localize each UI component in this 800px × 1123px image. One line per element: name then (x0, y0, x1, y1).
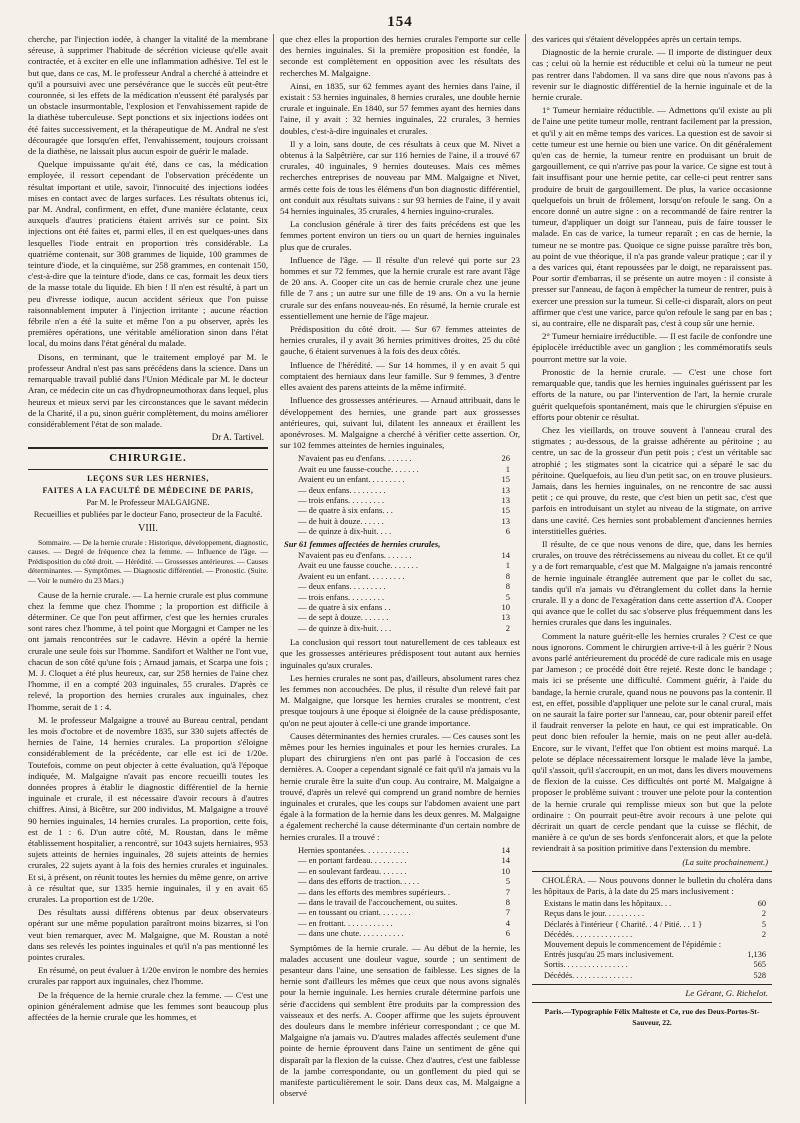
table-row: Déclarés à l'intérieur { Charité. . 4 / Pitié. . . 1 } 5 (544, 919, 766, 929)
author-signature: Dr A. Tartivel. (211, 432, 264, 443)
column-2 (280, 34, 520, 1112)
table-row: — en portant fardeau. . . . . . . . . 14 (298, 855, 510, 866)
table-row: — dans des efforts de traction. . . . . 5 (298, 876, 510, 887)
table-row: — de sept à douze. . . . . . . 13 (298, 612, 510, 623)
paragraph: Disons, en terminant, que le traitement employé par M. le professeur Andral n'est pas sans précédens dans la science. Dans un remarquable travail publié dans l'Union Médicale par M. le docteur Aran, ce médecin cite un cas d'hydropneumothorax dans lequel, plus heureux et mieux servi par les circonstances que le savant médecin de la Charité, il a pu, sinon guérir complètement, du moins améliorer considérablement l'état de son malade. (28, 351, 268, 429)
paragraph: Prédisposition du côté droit. — Sur 67 femmes atteintes de hernies crurales, il y avait 36 hernies primitives droites, 25 du côté gauche, 6 étaient survenues à la fois des deux côtés. (280, 324, 520, 357)
paragraph: Chez les vieillards, on trouve souvent à l'anneau crural des stigmates ; au-dessous, de la graisse adhérente au péritoine ; au centre, un sac de la grosseur d'un petit pois ; c'est un véritable sac atrophié ; les stigmates sont la cicatrice qui a séparé le sac du péritoine. Quelquefois, au lieu d'un petit sac, on en trouve plusieurs. Jamais, dans les hernies inguinales, on ne rencontre de sac aussi petit ; ce qui prouve, du reste, que c'est bien un petit sac, c'est que parfois en introduisant un stylet au niveau de la stigmate, on arrive dans une cavité. Ces hernies sont probablement d'anciennes hernies interstitielles guéries. (532, 424, 772, 536)
paragraph: que chez elles la proportion des hernies crurales l'emporte sur celle des hernies inguinales. Si la première proposition est fondée, la seconde est complètement en opposition avec les résultats des recherches M. Malgaigne. (280, 34, 520, 78)
section-divider (532, 1002, 772, 1003)
paragraph: Influence de l'âge. — Il résulte d'un relevé qui porte sur 23 hommes et sur 72 femmes, que la hernie crurale est rare avant l'âge de 20 ans. A. Cooper cite un cas de hernie crurale chez une jeune fille de 7 ans ; un autre sur une fille de 19 ans. On a vu la hernie crurale sur des enfans nouveau-nés. En résumé, la hernie crurale est essentiellement une hernie de l'âge majeur. (280, 254, 520, 321)
table-row: Entrés jusqu'au 25 mars inclusivement. 1,136 (544, 950, 766, 960)
paragraph: La conclusion générale à tirer des faits précédens est que les femmes portent environ un tiers ou un quart de hernies inguinales plus que de crurales. (280, 219, 520, 252)
table-row: — deux enfans. . . . . . . . . 13 (298, 484, 510, 495)
section-title: CHIRURGIE. (109, 452, 187, 465)
lesson-summary: Sommaire. — De la hernie crurale : Historique, développement, diagnostic, causes. — Degré de fréquence chez la femme. — Influence de l'âge. — Prédisposition du côté droit. — Hérédité. — Grossesses antérieures. — Causes déterminantes. — Symptômes. — Diagnostic différentiel. — Pronostic. (Suite. — Voir le numéro du 23 Mars.) (28, 537, 268, 585)
table-row: Décédés. . . . . . . . . . . . . . . 2 (544, 929, 766, 939)
page-number: 154 (387, 14, 413, 30)
table-row: — deux enfans. . . . . . . . . 8 (298, 581, 510, 592)
section-divider (28, 469, 268, 470)
table-row: Hernies spontanées. . . . . . . . . . . 14 (298, 844, 510, 855)
lecture-title: LEÇONS SUR LES HERNIES, (87, 473, 209, 483)
paragraph: Des résultats aussi différens obtenus par deux observateurs opérant sur une même population paraîtront moins bizarres, si l'on veut bien remarquer, avec M. Malgaigne, que M. Roustan a noté dans ses relevés les pointes inguinales et qu'il n'a pas mentionné les pointes crurales. (28, 907, 268, 962)
lecture-place: FAITES A LA FACULTÉ DE MÉDECINE DE PARIS, (42, 485, 254, 495)
table-row: — de huit à douze. . . . . . 13 (298, 515, 510, 526)
column-rule-right (525, 34, 526, 1104)
column-3 (532, 34, 772, 1112)
table-row: Avaient eu un enfant. . . . . . . . . 15 (298, 474, 510, 485)
table-row: — trois enfans. . . . . . . . . 13 (298, 494, 510, 505)
continuation-note: (La suite prochainement.) (682, 857, 768, 867)
pregnancy-table-inguinal (284, 453, 520, 633)
table-row: — en frottant. . . . . . . . . . . . 4 (298, 917, 510, 928)
paragraph: Ainsi, en 1835, sur 62 femmes ayant des hernies dans l'aine, il existait : 53 hernies inguinales, 8 hernies crurales, une double hernie crurale et inguinale. En 1840, sur 57 femmes ayant des hernies dans l'aine, il y avait : 32 hernies inguinales, 22 crurales, 3 hernies doubles, c'est-à-dire inguinales et crurales. (280, 80, 520, 136)
table-row: Avait eu une fausse-couche. . . . . . . 1 (298, 463, 510, 474)
table-row: Avait eu une fausse couche. . . . . . . 1 (298, 560, 510, 571)
table-row: — en soulevant fardeau. . . . . . . 10 (298, 865, 510, 876)
lesson-number: VIII. (138, 523, 158, 535)
paragraph: La conclusion qui ressort tout naturellement de ces tableaux est que les grossesses antérieures prédisposent tout autant aux hernies inguinales qu'aux crurales. (280, 637, 520, 670)
table-row: — de quinze à dix-huit. . . . 2 (298, 622, 510, 633)
lecture-note: Recueillies et publiées par le docteur Fano, prosecteur de la Faculté. (33, 510, 263, 520)
paragraph: Influence de l'hérédité. — Sur 14 hommes, il y en avait 5 qui comptaient des herniaux dans leur famille. Sur 9 femmes, 3 d'entre elles avaient des parens atteints de la même infirmité. (280, 359, 520, 393)
paragraph: Quelque impuissante qu'ait été, dans ce cas, la médication employée, il ressort cependant de l'observation précédente un résultat important et utile, savoir, l'innocuité des injections iodées mises en contact avec de larges surfaces. Les résultats obtenus ici, par M. Andral, confirment, en effet, d'une manière éclatante, ceux auxquels d'autres praticiens étaient arrivés sur ce point. Six injections ont été faites et, parmi elles, il en est quelques-unes dans lesquelles l'iode entrait en proportion très considérable. La quatrième contenait, sur 308 grammes de liquide, 100 grammes de teinture d'iode, et la cinquième, sur 258 grammes, en contenait 150, c'est-à-dire que la teinture d'iode, dans ce cas, formait les deux tiers de la masse totale du liquide. Eh bien ! Il n'en est résulté, à part un peu d'ivresse iodique, aucun accident sérieux que l'on puisse raisonnablement imputer à l'injection irritante ; aucune réaction fébrile n'en a été la suite et même l'on a pu observer, après les premières opérations, une véritable amélioration sinon dans l'état local, du moins dans l'état général du malade. (28, 159, 268, 349)
table-row: — en toussant ou criant. . . . . . . . 7 (298, 907, 510, 918)
table-row: Existans le matin dans les hôpitaux. . . 60 (544, 899, 766, 909)
paragraph: Pronostic de la hernie crurale. — C'est une chose fort remarquable que, tandis que les hernies inguinales guérissent par les efforts de la nature, ou par l'intervention de l'art, la hernie crurale guérit quelquefois spontanément, mais que le chirurgien s'épuise en efforts pour obtenir ce résultat. (532, 366, 772, 422)
causes-table (298, 845, 520, 939)
paragraph: Diagnostic de la hernie crurale. — Il importe de distinguer deux cas ; celui où la hernie est réductible et celui où la tumeur ne peut pas rentrer dans l'abdomen. Il va sans dire que nous n'avons pas à revenir sur le diagnostic différentiel de la hernie inguinale et de la hernie crurale. (532, 47, 772, 103)
table-row: — de quatre à six enfans. . . 15 (298, 505, 510, 516)
table-row: — de quinze à dix-huit. . . . 6 (298, 526, 510, 537)
paragraph: 1° Tumeur herniaire réductible. — Admettons qu'il existe au pli de l'aine une petite tumeur molle, rentrant facilement par la pression, et qu'il y ait en même temps des varices. La question est de savoir si cette tumeur est une hernie ou bien une varice. On dit généralement qu'en cas de hernie, la tumeur rentre en produisant un bruit de gargouillement, ce qui n'arrive pas pour la varice. Ce signe est tout à fait insuffisant pour une hernie petite, car celle-ci peut rentrer sans produire de bruit de gargouillement. De plus, la varice occasionne quelquefois un bruit de frôlement, lorsqu'on refoule le sang. On a encore donné un autre signe : on a recommandé de faire rentrer la tumeur, d'appliquer un doigt sur l'anneau, puis de faire tousser le malade. En cas de varice, la tumeur reparaît ; en cas de hernie, la tumeur ne se montre pas. Quoique ce signe puisse paraître très bon, au point de vue théorique, il n'a pas grande valeur pratique ; car il y a des varices qui, étant repoussées par le doigt, ne reparaissent pas. Pour sortir d'embarras, il se présente un autre moyen : il consiste à presser sur l'anneau, de façon à empêcher la tumeur de rentrer, puis à exercer une pression sur la tumeur. Si celle-ci disparaît, alors on peut affirmer que c'est une varice, parce qu'on refoule le sang par en bas ; si, au contraire, elle ne disparaît pas, c'est à coup sûr une hernie. (532, 105, 772, 329)
cholera-bulletin (532, 899, 772, 981)
table-heading: Sur 61 femmes affectées de hernies crurales, (284, 538, 441, 549)
lecture-author: Par M. le Professeur MALGAIGNE. (86, 497, 210, 507)
table-row: Avaient eu un enfant. . . . . . . . . 8 (298, 570, 510, 581)
column-1 (28, 34, 268, 1112)
table-row: — trois enfans. . . . . . . . . 5 (298, 591, 510, 602)
table-row: — dans les efforts des membres supérieurs. . 7 (298, 886, 510, 897)
paragraph: Comment la nature guérit-elle les hernies crurales ? C'est ce que nous ignorons. Comment le chirurgien arrive-t-il à les guérir ? Nous avons parlé antérieurement du procédé de cure radicale mis en usage par Jameson ; ce procédé doit être rejeté. Reste donc le bandage ; mais ici se présente une difficulté. Comment guérir, à l'aide du bandage, la hernie crurale, quand nous ne pouvons pas la contenir. Il est, en effet, possible d'appliquer une pelote sur le canal crural, mais on ne saurait la faire porter sur l'anneau, car, pour obtenir pareil effet il faudrait renverser la pelote en haut, ce qui est impraticable. On peut donc bien refouler la hernie, mais on ne peut aller au-delà. Encore, sur le vivant, l'effet que l'on obtient est moins marqué. La pelote se déplace nécessairement lorsque le malade lève la jambe, qu'il s'assoit, qu'il s'accroupit, en un mot, dans les divers mouvemens de flexion de la cuisse. Ces difficultés ont porté M. Malgaigne à proposer le problème suivant : trouver une pelote pour la contention de la hernie crurale qui remplisse mieux son but que la pelote ordinaire : On pourrait peut-être avoir recours à une pelote qui décrirait un quart de cercle pendant que la cuisse se fléchit, de manière à ce qu'un de ses bords s'enfoncerait alors, et que la pelote reviendrait à sa position primitive dans l'extension du membre. (532, 630, 772, 854)
table-row: Reçus dans le jour. . . . . . . . . . 2 (544, 909, 766, 919)
table-row: — de quatre à six enfans . . 10 (298, 602, 510, 612)
paragraph: Symptômes de la hernie crurale. — Au début de la hernie, les malades accusent une douleur vague, sourde ; un sentiment de pesanteur dans l'aine, une sensation de faiblesse. Les signes de la hernie sont d'ailleurs les mêmes que ceux que nous avons signalés pour la hernie inguinale. Les hernies crurale détermine parfois une série d'accidens qui semblent être produits par la compression des vaisseaux et des nerfs. A. Cooper affirme que les sujets éprouvent des douleurs dans le membre inférieur correspondant ; ce que M. Malgaigne n'a jamais vu. D'autres malades affectés seulement d'une pointe de hernie éprouvent dans l'aine un sentiment de gêne qui disparaît par la flexion de la cuisse. Chez d'autres, c'est une faiblesse de la jambe correspondante, ou un gonflement du pied qui se manifeste particulièrement le soir. Dans deux cas, M. Malgaigne a observé (280, 942, 520, 1099)
table-row: — dans le travail de l'accouchement, ou suites. 8 (298, 896, 510, 907)
printer-imprint: Paris.—Typographie Félix Malteste et Ce, rue des Deux-Portes-St-Sauveur, 22. (544, 1007, 760, 1028)
paragraph: cherche, par l'injection iodée, à changer la vitalité de la membrane séreuse, à supprimer l'habitude de sécrétion vicieuse qu'elle avait contractée, et à exciter en elle une inflammation adhésive. Tel est le but que, dans ce cas, M. le professeur Andral a cherché à atteindre et qu'il a poursuivi avec une persévérance que le succès eût peut-être couronnée, si les effets de la médication n'eussent été paralysés par un obstacle insurmontable, l'explosion et l'envahissement rapide de la diathèse tuberculeuse. Sept ponctions et six injections iodées ont été faites successivement, et la thérapeutique de M. Andral ne s'est découragée que lorsqu'en effet, l'envahissement, toujours croissant de la diathèse, ne laissait plus aucun espoir de guérir le malade. (28, 34, 268, 157)
cholera-intro: CHOLÉRA. — Nous pouvons donner le bulletin du choléra dans les hôpitaux de Paris, à la date du 25 mars inclusivement : (532, 874, 772, 897)
paragraph: Cause de la hernie crurale. — La hernie crurale est plus commune chez la femme que chez l'homme ; la proportion est difficile à déterminer. Ce que l'on peut affirmer, c'est que les hernies crurales sont rares chez l'homme, à tel point que Morgagni et Camper ne les ont jamais rencontrées sur le cadavre. Hévin a opéré la hernie crurale une seule fois sur l'homme. Sandifort et Walther ne l'ont vue, chacun de son côté qu'une fois ; Arnaud jamais, et Scarpa une fois ; M. J. Cloquet a été plus heureux, car, sur 258 hernies de l'aine chez l'homme, il en a compté 203 inguinales, 55 crurales. D'après ce relevé, la proportion des hernies crurales aux inguinales, chez l'homme, serait de 1 : 4. (28, 589, 268, 712)
table-row: Décédés. . . . . . . . . . . . . . . 528 (544, 970, 766, 980)
paragraph: Influence des grossesses antérieures. — Arnaud attribuait, dans le développement des hernies, une grande part aux grossesses antérieures, qui, suivant lui, dilatent les anneaux et éraillent les aponévroses. M. Malgaigne a cherché à vérifier cette assertion. Or, sur 102 femmes atteintes de hernies inguinales, (280, 395, 520, 451)
paragraph: M. le professeur Malgaigne a trouvé au Bureau central, pendant les mois d'octobre et de novembre 1835, sur 330 sujets affectés de hernies de l'aine, 14 hernies crurales. La proportion s'éloigne considérablement de la précédente, car elle est ici de 1/20e. Toutefois, comme on peut objecter à cette évaluation, qu'à l'époque indiquée, M. Malgaigne n'avait pas encore recueilli toutes les données propres à établir le diagnostic différentiel de la hernie inguinale et crurale, il est nécessaire d'avoir recours à d'autres chiffres. Ainsi, à Bicêtre, sur 200 individus, M. Malgaigne a trouvé 90 hernies inguinales, 14 hernies crurales. La proportion, cette fois, est de 1 : 6. D'un autre côté, M. Roustan, dans le même établissement hospitalier, a rencontré, sur 1043 sujets herniaires, 953 sujets atteints de hernies inguinales, 28 sujets atteints de hernies crurales, 22 sujets ayant à la fois des hernies crurales et inguinales. Et si, à présent, on réunit toutes les hernies du même genre, on arrive à ce résultat que, sur 1335 hernie inguinales, il y en avait 65 crurales. La proportion est de 1/20e. (28, 714, 268, 904)
paragraph: Il y a loin, sans doute, de ces résultats à ceux que M. Nivet a obtenus à la Salpêtrière, car sur 116 hernies de l'aine, il a trouvé 67 crurales, 40 inguinales, 9 hernies douteuses. Mais ces mêmes recherches entreprises de nouveau par MM. Malgaigne et Nivet, armés cette fois de tous les élémens d'un bon diagnostic différentiel, ont conduit aux résultats suivans : sur 93 hernies de l'aine, il y avait 54 hernies inguinales, 35 crurales, 4 hernies inguino-crurales. (280, 138, 520, 217)
paragraph: En résumé, on peut évaluer à 1/20e environ le nombre des hernies crurales par rapport aux inguinales, chez l'homme. (28, 965, 268, 987)
paragraph: Il résulte, de ce que nous venons de dire, que, dans les hernies crurales, on trouve des rétrécissemens au niveau du collet. Et ce qu'il y a de fort remarquable, c'est que M. Malgaigne n'a jamais rencontré de hernie inguinale étranglée autrement que par le collet du sac, tandis qu'il n'a jamais vu d'étranglement du collet dans la hernie crurale. Il y a donc de l'exagération dans cette assertion d'A. Cooper qui avance que le collet du sac s'observe plus fréquemment dans les hernies crurales que dans les inguinales. (532, 538, 772, 628)
section-divider (532, 871, 772, 872)
table-row: N'avaient pas eu d'enfans. . . . . . . 26 (298, 453, 510, 464)
gerant-signature: Le Gérant, G. Richelot. (685, 987, 768, 998)
table-row: Sortis. . . . . . . . . . . . . . . . 565 (544, 960, 766, 970)
table-row: Mouvement depuis le commencement de l'épidémie : (544, 940, 722, 950)
section-divider (28, 447, 268, 449)
paragraph: De la fréquence de la hernie crurale chez la femme. — C'est une opinion généralement admise que les femmes sont beaucoup plus affectées de la hernie crurale que les hommes, et (28, 989, 268, 1023)
paragraph: Causes déterminantes des hernies crurales. — Ces causes sont les mêmes pour les hernies inguinales et pour les hernies crurales. La plupart des chirurgiens n'en ont pas parlé à l'occasion de ces dernières. A. Cooper a cependant signalé ce fait qu'il n'a jamais vu la hernie crurale être la suite d'un coup. Au contraire, M. Malgaigne a trouvé, d'après un relevé qui comprend un grand nombre de hernies inguinales et crurales, que les coups sur l'abdomen avaient une part égale à la formation de la hernie dans les deux genres. M. Malgaigne a également recherché la cause déterminante d'un certain nombre de hernies crurales. Il a trouvé : (280, 730, 520, 842)
paragraph: des varices qui s'étaient développées après un certain temps. (532, 34, 742, 44)
table-row: — dans une chute. . . . . . . . . . . 6 (298, 928, 510, 939)
paragraph: Les hernies crurales ne sont pas, d'ailleurs, absolument rares chez les femmes non accouchées. De plus, il résulte d'un relevé fait par M. Malgaigne, que lorsque les hernies crurales se montrent, c'est presque toujours à une époque si éloignée de la cause prédisposante, qu'on ne peut ajouter à celle-ci une grande importance. (280, 672, 520, 728)
paragraph: 2° Tumeur herniaire irréductible. — Il est facile de confondre une épiplocèle irréductible avec un ganglion ; les commémoratifs seuls pourront mettre sur la voie. (532, 331, 772, 364)
section-divider (532, 984, 772, 985)
column-rule-left (273, 34, 274, 1104)
table-row: N'avaient pas eu d'enfans. . . . . . . 14 (298, 549, 510, 560)
